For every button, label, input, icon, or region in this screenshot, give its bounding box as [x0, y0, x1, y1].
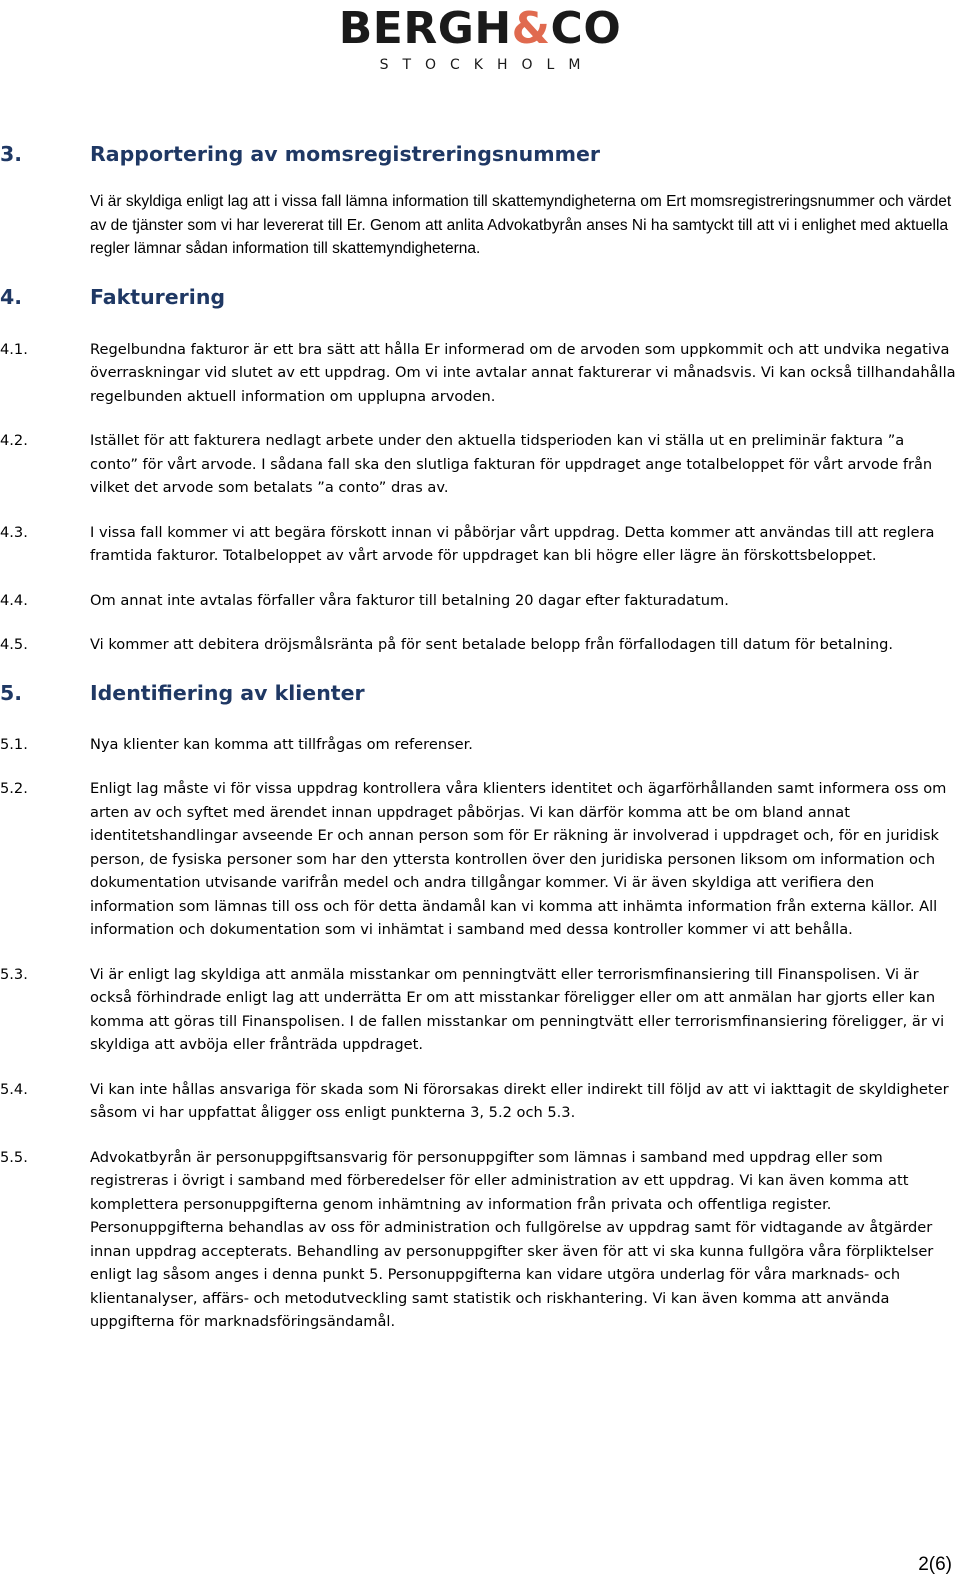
logo-text-co: CO — [550, 3, 622, 54]
clause-number: 4.1. — [0, 340, 28, 358]
clause-4-5 — [0, 633, 960, 657]
clause-4-4 — [0, 589, 960, 613]
clause-5-5 — [0, 1146, 960, 1334]
clause-number: 5.5. — [0, 1148, 28, 1166]
logo-ampersand: & — [511, 3, 551, 54]
document-body — [0, 138, 960, 1334]
logo-text-bergh: BERGH — [338, 3, 512, 54]
clause-number: 5.4. — [0, 1080, 28, 1098]
clause-5-2 — [0, 777, 960, 942]
section-title: Identifiering av klienter — [90, 680, 365, 705]
section-title: Rapportering av momsregistreringsnummer — [90, 142, 601, 166]
clause-number: 4.4. — [0, 591, 28, 609]
section-heading-5 — [0, 677, 960, 709]
clause-5-1 — [0, 733, 960, 757]
clause-text: Om annat inte avtalas förfaller våra fakturor till betalning 20 dagar efter fakturadatum. — [90, 591, 729, 609]
section-number: 4. — [0, 284, 23, 309]
clause-4-1 — [0, 338, 960, 409]
clause-5-3 — [0, 963, 960, 1057]
company-logo — [0, 4, 960, 74]
clause-number: 4.2. — [0, 432, 28, 449]
clause-number: 5.2. — [0, 780, 28, 797]
clause-text: Vi är enligt lag skyldiga att anmäla misstankar om penningtvätt eller terrorismfinansiering till Finanspolisen. Vi är också förhindrade enligt lag att underrätta Er om att misstankar föreligger eller om att anmälan har gjorts eller kan komma att göras till Finanspolisen. I de fallen misstankar om penningtvätt eller terrorismfinansiering föreligger, är vi skyldiga att avböja eller frånträda uppdraget. — [90, 965, 945, 1053]
clause-text: Istället för att fakturera nedlagt arbete under den aktuella tidsperioden kan vi ställa ut en preliminär faktura ”a conto” för vårt arvode. I sådana fall ska den slutliga fakturan för uppdraget ange totalbeloppet för vårt arvode från vilket det arvode som betalats ”a conto” dras av. — [90, 432, 933, 496]
clause-4-3 — [0, 521, 960, 568]
section-number: 3. — [0, 142, 23, 166]
clause-text: I vissa fall kommer vi att begära förskott innan vi påbörjar vårt uppdrag. Detta kommer att användas till att reglera framtida fakturor. Totalbeloppet av vårt arvode för uppdraget kan bli högre eller lägre än förskottsbeloppet. — [90, 523, 935, 564]
section-title: Fakturering — [90, 284, 226, 309]
clause-number: 4.3. — [0, 523, 28, 541]
section-heading-4 — [0, 281, 960, 313]
logo-wordmark — [0, 4, 960, 54]
clause-text: Vi kommer att debitera dröjsmålsränta på för sent betalade belopp från förfallodagen till datum för betalning. — [90, 636, 894, 653]
page-number: 2(6) — [918, 1554, 952, 1575]
logo-city: STOCKHOLM — [379, 57, 595, 73]
clause-number: 5.1. — [0, 735, 28, 753]
clause-4-2 — [0, 429, 960, 500]
section-3-paragraph: Vi är skyldiga enligt lag att i vissa fall lämna information till skattemyndigheterna om Ert momsregistreringsnummer och värdet av de tjänster som vi har levererat till Er. Genom att anlita Advokatbyrån anses Ni ha samtyckt till att vi i enlighet med aktuella regler lämnar sådan information till skattemyndigheterna. — [90, 193, 952, 257]
clause-5-4 — [0, 1078, 960, 1125]
clause-text: Enligt lag måste vi för vissa uppdrag kontrollera våra klienters identitet och ägarförhållanden samt informera oss om arten av och syftet med ärendet innan uppdraget påbörjas. Vi kan därför komma att be om bland annat identitetshandlingar avseende Er och annan person som för Er räkning är involverad i uppdraget och, för en juridisk person, de fysiska personer som har den yttersta kontrollen över den juridiska personen liksom om information och dokumentation utvisande varifrån medel och andra tillgångar kommer. Vi är även skyldiga att verifiera den information som lämnas till oss och för detta ändamål kan vi komma att inhämta information från externa källor. All information och dokumentation som vi inhämtat i samband med dessa kontroller kommer vi att behålla. — [90, 780, 947, 938]
section-number: 5. — [0, 680, 23, 705]
clause-number: 5.3. — [0, 965, 28, 983]
clause-text: Advokatbyrån är personuppgiftsansvarig för personuppgifter som lämnas i samband med uppdrag eller som registreras i övrigt i samband med förberedelser för eller administration av ett uppdrag. Vi kan även komma att komplettera personuppgifterna genom inhämtning av information från privata och offentliga register. Personuppgifterna behandlas av oss för administration och fullgörelse av uppdrag samt för vidtagande av åtgärder innan uppdrag accepterats. Behandling av personuppgifter sker även för att vi ska kunna fullgöra våra förpliktelser enligt lag såsom anges i denna punkt 5. Personuppgifterna kan vidare utgöra underlag för våra marknads- och klientanalyser, affärs- och metodutveckling samt statistik och riskhantering. Vi kan även komma att använda uppgifterna för marknadsföringsändamål. — [90, 1148, 934, 1330]
clause-number: 4.5. — [0, 636, 28, 653]
clause-text: Nya klienter kan komma att tillfrågas om referenser. — [90, 735, 473, 753]
clause-text: Regelbundna fakturor är ett bra sätt att hålla Er informerad om de arvoden som uppkommit och att undvika negativa överraskningar vid slutet av ett uppdrag. Om vi inte avtalar annat fakturerar vi månadsvis. Vi kan också tillhandahålla regelbunden aktuell information om upplupna arvoden. — [90, 340, 956, 405]
clause-text: Vi kan inte hållas ansvariga för skada som Ni förorsakas direkt eller indirekt till följd av att vi iakttagit de skyldigheter såsom vi har uppfattat åligger oss enligt punkterna 3, 5.2 och 5.3. — [90, 1080, 949, 1121]
section-heading-3 — [0, 138, 960, 170]
